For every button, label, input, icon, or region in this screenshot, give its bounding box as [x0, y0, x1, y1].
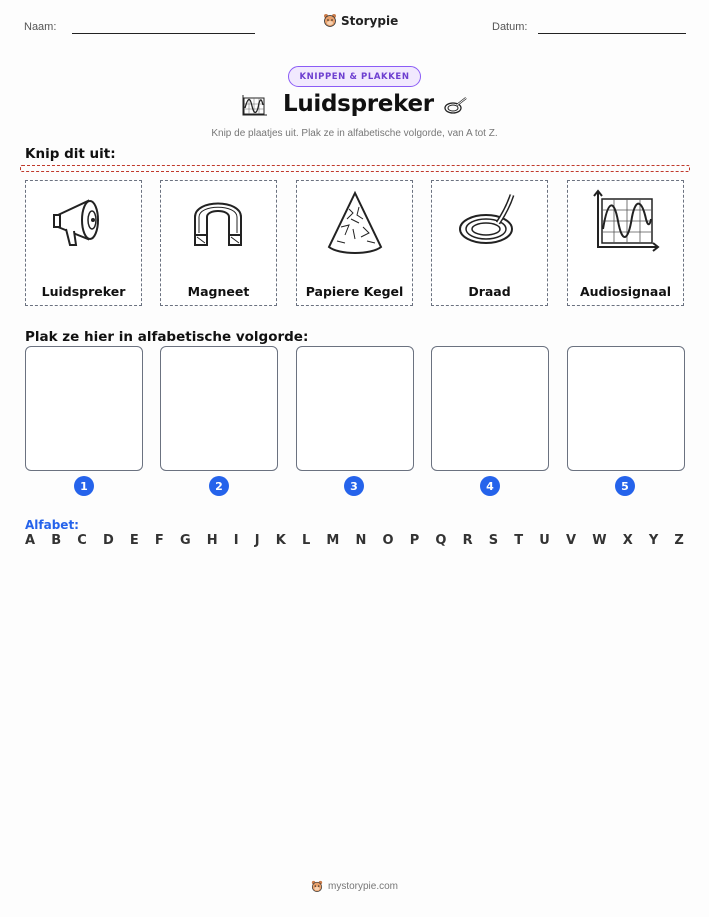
slot-number-1: 1 — [74, 476, 94, 496]
slot-number-3: 3 — [344, 476, 364, 496]
alphabet-letter: H — [206, 533, 218, 548]
alphabet-label: Alfabet: — [25, 518, 79, 532]
date-line[interactable] — [538, 33, 686, 34]
alphabet-letter: T — [514, 533, 524, 548]
alphabet-letter: N — [355, 533, 367, 548]
audio-signal-icon — [590, 189, 662, 255]
cut-card-draad[interactable] — [431, 180, 548, 306]
alphabet-letter: E — [129, 533, 139, 548]
alphabet-letter: S — [488, 533, 499, 548]
cut-card-papiere-kegel[interactable] — [296, 180, 413, 306]
paste-slot-2[interactable] — [160, 346, 278, 471]
paste-slot-1[interactable] — [25, 346, 143, 471]
paste-section-label: Plak ze hier in alfabetische volgorde: — [25, 329, 309, 345]
cut-card-magneet[interactable] — [160, 180, 277, 306]
footer-url[interactable]: mystorypie.com — [327, 881, 398, 892]
alphabet-letter: R — [462, 533, 473, 548]
slot-number-4: 4 — [480, 476, 500, 496]
activity-badge: KNIPPEN & PLAKKEN — [288, 66, 421, 87]
magnet-icon — [183, 189, 255, 255]
alphabet-letter: X — [622, 533, 633, 548]
alphabet-letter: A — [25, 533, 36, 548]
name-label: Naam: — [24, 21, 57, 33]
alphabet-row — [25, 533, 684, 548]
alphabet-letter: K — [275, 533, 286, 548]
paste-slot-3[interactable] — [296, 346, 414, 471]
alphabet-letter: Z — [674, 533, 684, 548]
card-label: Luidspreker — [41, 284, 126, 299]
name-line[interactable] — [72, 33, 255, 34]
alphabet-letter: Q — [435, 533, 447, 548]
alphabet-letter: M — [326, 533, 340, 548]
alphabet-letter: O — [382, 533, 394, 548]
paper-cone-icon — [319, 189, 391, 255]
card-label: Papiere Kegel — [305, 284, 404, 299]
cut-card-audiosignaal[interactable] — [567, 180, 684, 306]
card-label: Magneet — [187, 284, 250, 299]
alphabet-letter: V — [566, 533, 577, 548]
storypie-mascot-icon — [311, 880, 323, 893]
footer — [0, 880, 709, 893]
page-title: Luidspreker — [283, 91, 434, 117]
alphabet-letter: J — [254, 533, 260, 548]
alphabet-letter: Y — [648, 533, 659, 548]
megaphone-icon — [48, 189, 120, 255]
cut-section-label: Knip dit uit: — [25, 146, 116, 162]
date-label: Datum: — [492, 21, 528, 33]
alphabet-letter: L — [301, 533, 311, 548]
brand-name: Storypie — [341, 13, 399, 28]
alphabet-letter: U — [539, 533, 550, 548]
alphabet-letter: I — [233, 533, 239, 548]
alphabet-letter: W — [592, 533, 607, 548]
cut-line — [20, 165, 690, 172]
wire-icon — [454, 189, 526, 255]
alphabet-letter: B — [51, 533, 62, 548]
paste-slot-4[interactable] — [431, 346, 549, 471]
alphabet-letter: C — [77, 533, 87, 548]
alphabet-letter: P — [409, 533, 420, 548]
brand-logo — [323, 13, 398, 28]
slot-number-5: 5 — [615, 476, 635, 496]
alphabet-letter: D — [102, 533, 114, 548]
paste-slot-5[interactable] — [567, 346, 685, 471]
storypie-mascot-icon — [323, 13, 337, 28]
alphabet-letter: F — [154, 533, 164, 548]
wire-icon — [442, 95, 470, 117]
card-label: Draad — [468, 284, 511, 299]
audio-signal-icon — [240, 93, 268, 119]
alphabet-letter: G — [179, 533, 191, 548]
cut-card-luidspreker[interactable] — [25, 180, 142, 306]
card-label: Audiosignaal — [579, 284, 672, 299]
slot-number-2: 2 — [209, 476, 229, 496]
instructions: Knip de plaatjes uit. Plak ze in alfabetische volgorde, van A tot Z. — [211, 128, 498, 139]
